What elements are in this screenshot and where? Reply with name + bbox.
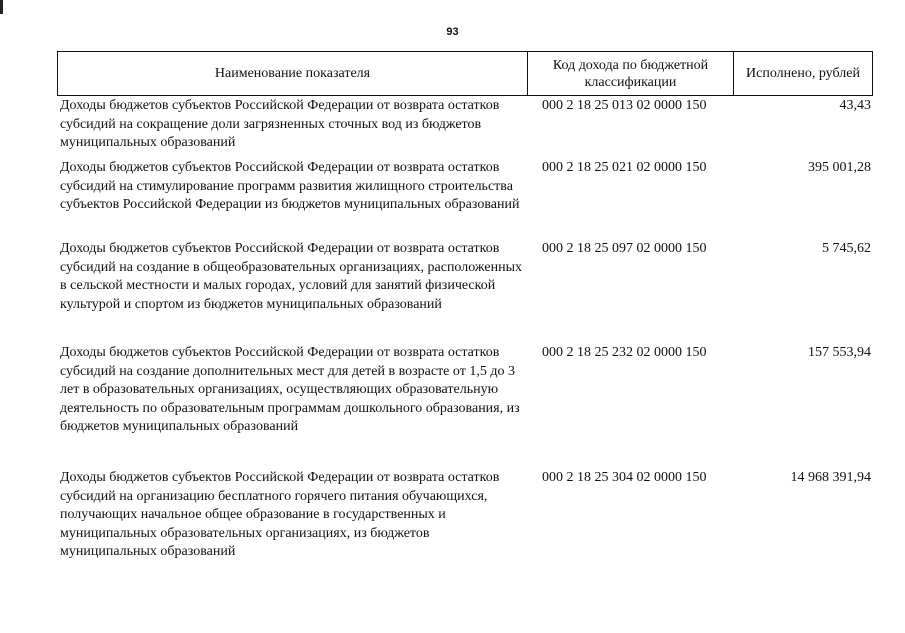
table-header [57,51,873,96]
row-executed-amount: 395 001,28 [808,160,871,175]
row-indicator-name: Доходы бюджетов субъектов Российской Федерации от возврата остатков субсидий на организацию бесплатного горячего питания обучающихся, получающих начальное общее образование в государственных и муниципальных образовательных организациях, из бюджетов муниципальных образований [60,470,500,559]
header-executed-amount: Исполнено, рублей [746,66,860,81]
row-executed-amount: 157 553,94 [808,345,871,360]
row-executed-amount: 14 968 391,94 [790,470,871,485]
row-income-code: 000 2 18 25 304 02 0000 150 [542,470,707,485]
scan-edge-mark [0,0,3,14]
header-income-code: Код дохода по бюджетной классификации [528,52,734,95]
row-income-code: 000 2 18 25 013 02 0000 150 [542,98,707,113]
row-executed-amount: 5 745,62 [822,241,871,256]
row-income-code: 000 2 18 25 021 02 0000 150 [542,160,707,175]
row-indicator-name: Доходы бюджетов субъектов Российской Федерации от возврата остатков субсидий на стимулирование программ развития жилищного строительства субъектов Российской Федерации из бюджетов муниципальных образований [60,160,520,212]
page-number: 93 [446,26,459,38]
row-indicator-name: Доходы бюджетов субъектов Российской Федерации от возврата остатков субсидий на создание в общеобразовательных организациях, расположенных в сельской местности и малых городах, условий для занятий физической культурой и спортом из бюджетов муниципальных образований [60,241,522,312]
row-income-code: 000 2 18 25 097 02 0000 150 [542,241,707,256]
row-income-code: 000 2 18 25 232 02 0000 150 [542,345,707,360]
row-indicator-name: Доходы бюджетов субъектов Российской Федерации от возврата остатков субсидий на сокращение доли загрязненных сточных вод из бюджетов муниципальных образований [60,98,500,150]
row-indicator-name: Доходы бюджетов субъектов Российской Федерации от возврата остатков субсидий на создание дополнительных мест для детей в возрасте от 1,5 до 3 лет в образовательных организациях, осуществляющих образовательную деятельность по образовательным программам дошкольного образования, из бюджетов муниципальных образований [60,345,520,434]
header-indicator-name: Наименование показателя [58,52,528,95]
row-executed-amount: 43,43 [839,98,871,113]
